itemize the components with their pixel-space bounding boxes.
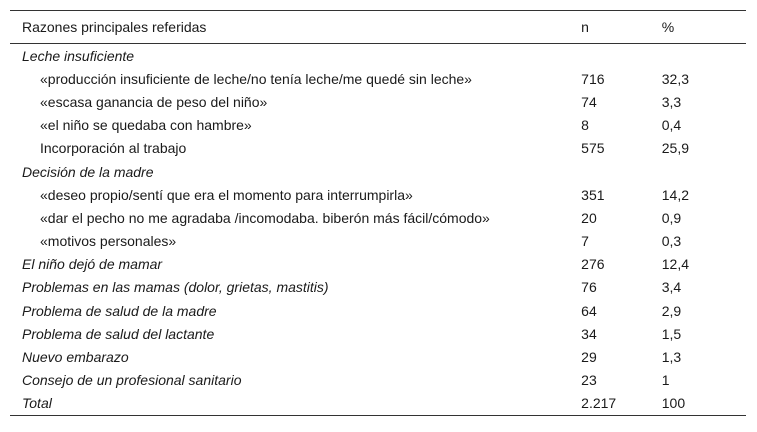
row-label: Total: [10, 392, 569, 416]
table-row: [10, 253, 746, 276]
row-n-value: 23: [581, 372, 597, 389]
row-label: «escasa ganancia de peso del niño»: [40, 93, 268, 110]
row-label: Leche insuficiente: [22, 47, 135, 64]
table-row: [10, 137, 746, 160]
reasons-table-container: [10, 10, 746, 416]
row-n-value: 276: [581, 256, 605, 273]
row-label: Consejo de un profesional sanitario: [22, 372, 242, 389]
row-n-value: [569, 44, 650, 68]
row-n-value: 8: [581, 117, 589, 134]
header-n: n: [569, 11, 650, 44]
row-n-value: 20: [581, 209, 597, 226]
row-label: «el niño se quedaba con hambre»: [40, 117, 252, 134]
table-row: [10, 67, 746, 90]
row-percent-value: 100: [650, 392, 746, 416]
row-n-value: 351: [581, 186, 605, 203]
header-percent: %: [650, 11, 746, 44]
row-percent-value: [650, 160, 746, 183]
table-row: [10, 90, 746, 113]
row-percent-value: [650, 44, 746, 68]
row-label: «deseo propio/sentí que era el momento para interrumpirla»: [40, 186, 413, 203]
row-n-value: 64: [581, 302, 597, 319]
table-row: [10, 44, 746, 68]
table-body: [10, 44, 746, 416]
row-n-value: 74: [581, 93, 597, 110]
table-row: [10, 392, 746, 416]
row-percent-value: 32,3: [661, 70, 689, 87]
row-percent-value: 25,9: [661, 140, 689, 157]
row-label: Problema de salud de la madre: [22, 302, 217, 319]
header-row: [10, 11, 746, 44]
reasons-table: [10, 10, 746, 416]
row-n-value: 575: [581, 140, 605, 157]
row-n-value: 29: [581, 349, 597, 366]
row-percent-value: 3,4: [661, 279, 682, 296]
table-row: [10, 299, 746, 322]
table-row: [10, 345, 746, 368]
row-percent-value: 2,9: [661, 302, 682, 319]
row-label: Problemas en las mamas (dolor, grietas, mastitis): [22, 279, 329, 296]
row-label: Incorporación al trabajo: [40, 140, 187, 157]
row-label: Nuevo embarazo: [22, 349, 129, 366]
row-label: «producción insuficiente de leche/no tenía leche/me quedé sin leche»: [40, 70, 472, 87]
table-header: [10, 11, 746, 44]
row-label: Decisión de la madre: [22, 163, 154, 180]
row-n-value: 716: [581, 70, 605, 87]
row-percent-value: 3,3: [661, 93, 682, 110]
row-n-value: 7: [581, 233, 589, 250]
row-label: «dar el pecho no me agradaba /incomodaba. biberón más fácil/cómodo»: [40, 209, 490, 226]
row-n-value: [569, 160, 650, 183]
row-percent-value: 1,5: [661, 325, 682, 342]
table-row: [10, 114, 746, 137]
table-row: [10, 230, 746, 253]
row-percent-value: 0,9: [661, 209, 682, 226]
row-label: El niño dejó de mamar: [22, 256, 163, 273]
table-row: [10, 276, 746, 299]
table-row: [10, 206, 746, 229]
table-row: [10, 160, 746, 183]
row-percent-value: 12,4: [661, 256, 689, 273]
row-n-value: 76: [581, 279, 597, 296]
row-n-value: 34: [581, 325, 597, 342]
row-n-value: 2.217: [569, 392, 650, 416]
row-label: Problema de salud del lactante: [22, 325, 215, 342]
row-percent-value: 0,3: [661, 233, 682, 250]
header-reasons: Razones principales referidas: [10, 11, 569, 44]
table-row: [10, 322, 746, 345]
table-row: [10, 369, 746, 392]
row-percent-value: 14,2: [661, 186, 689, 203]
row-percent-value: 0,4: [661, 117, 682, 134]
table-row: [10, 183, 746, 206]
row-percent-value: 1,3: [661, 349, 682, 366]
row-label: «motivos personales»: [40, 233, 177, 250]
row-percent-value: 1: [661, 372, 670, 389]
